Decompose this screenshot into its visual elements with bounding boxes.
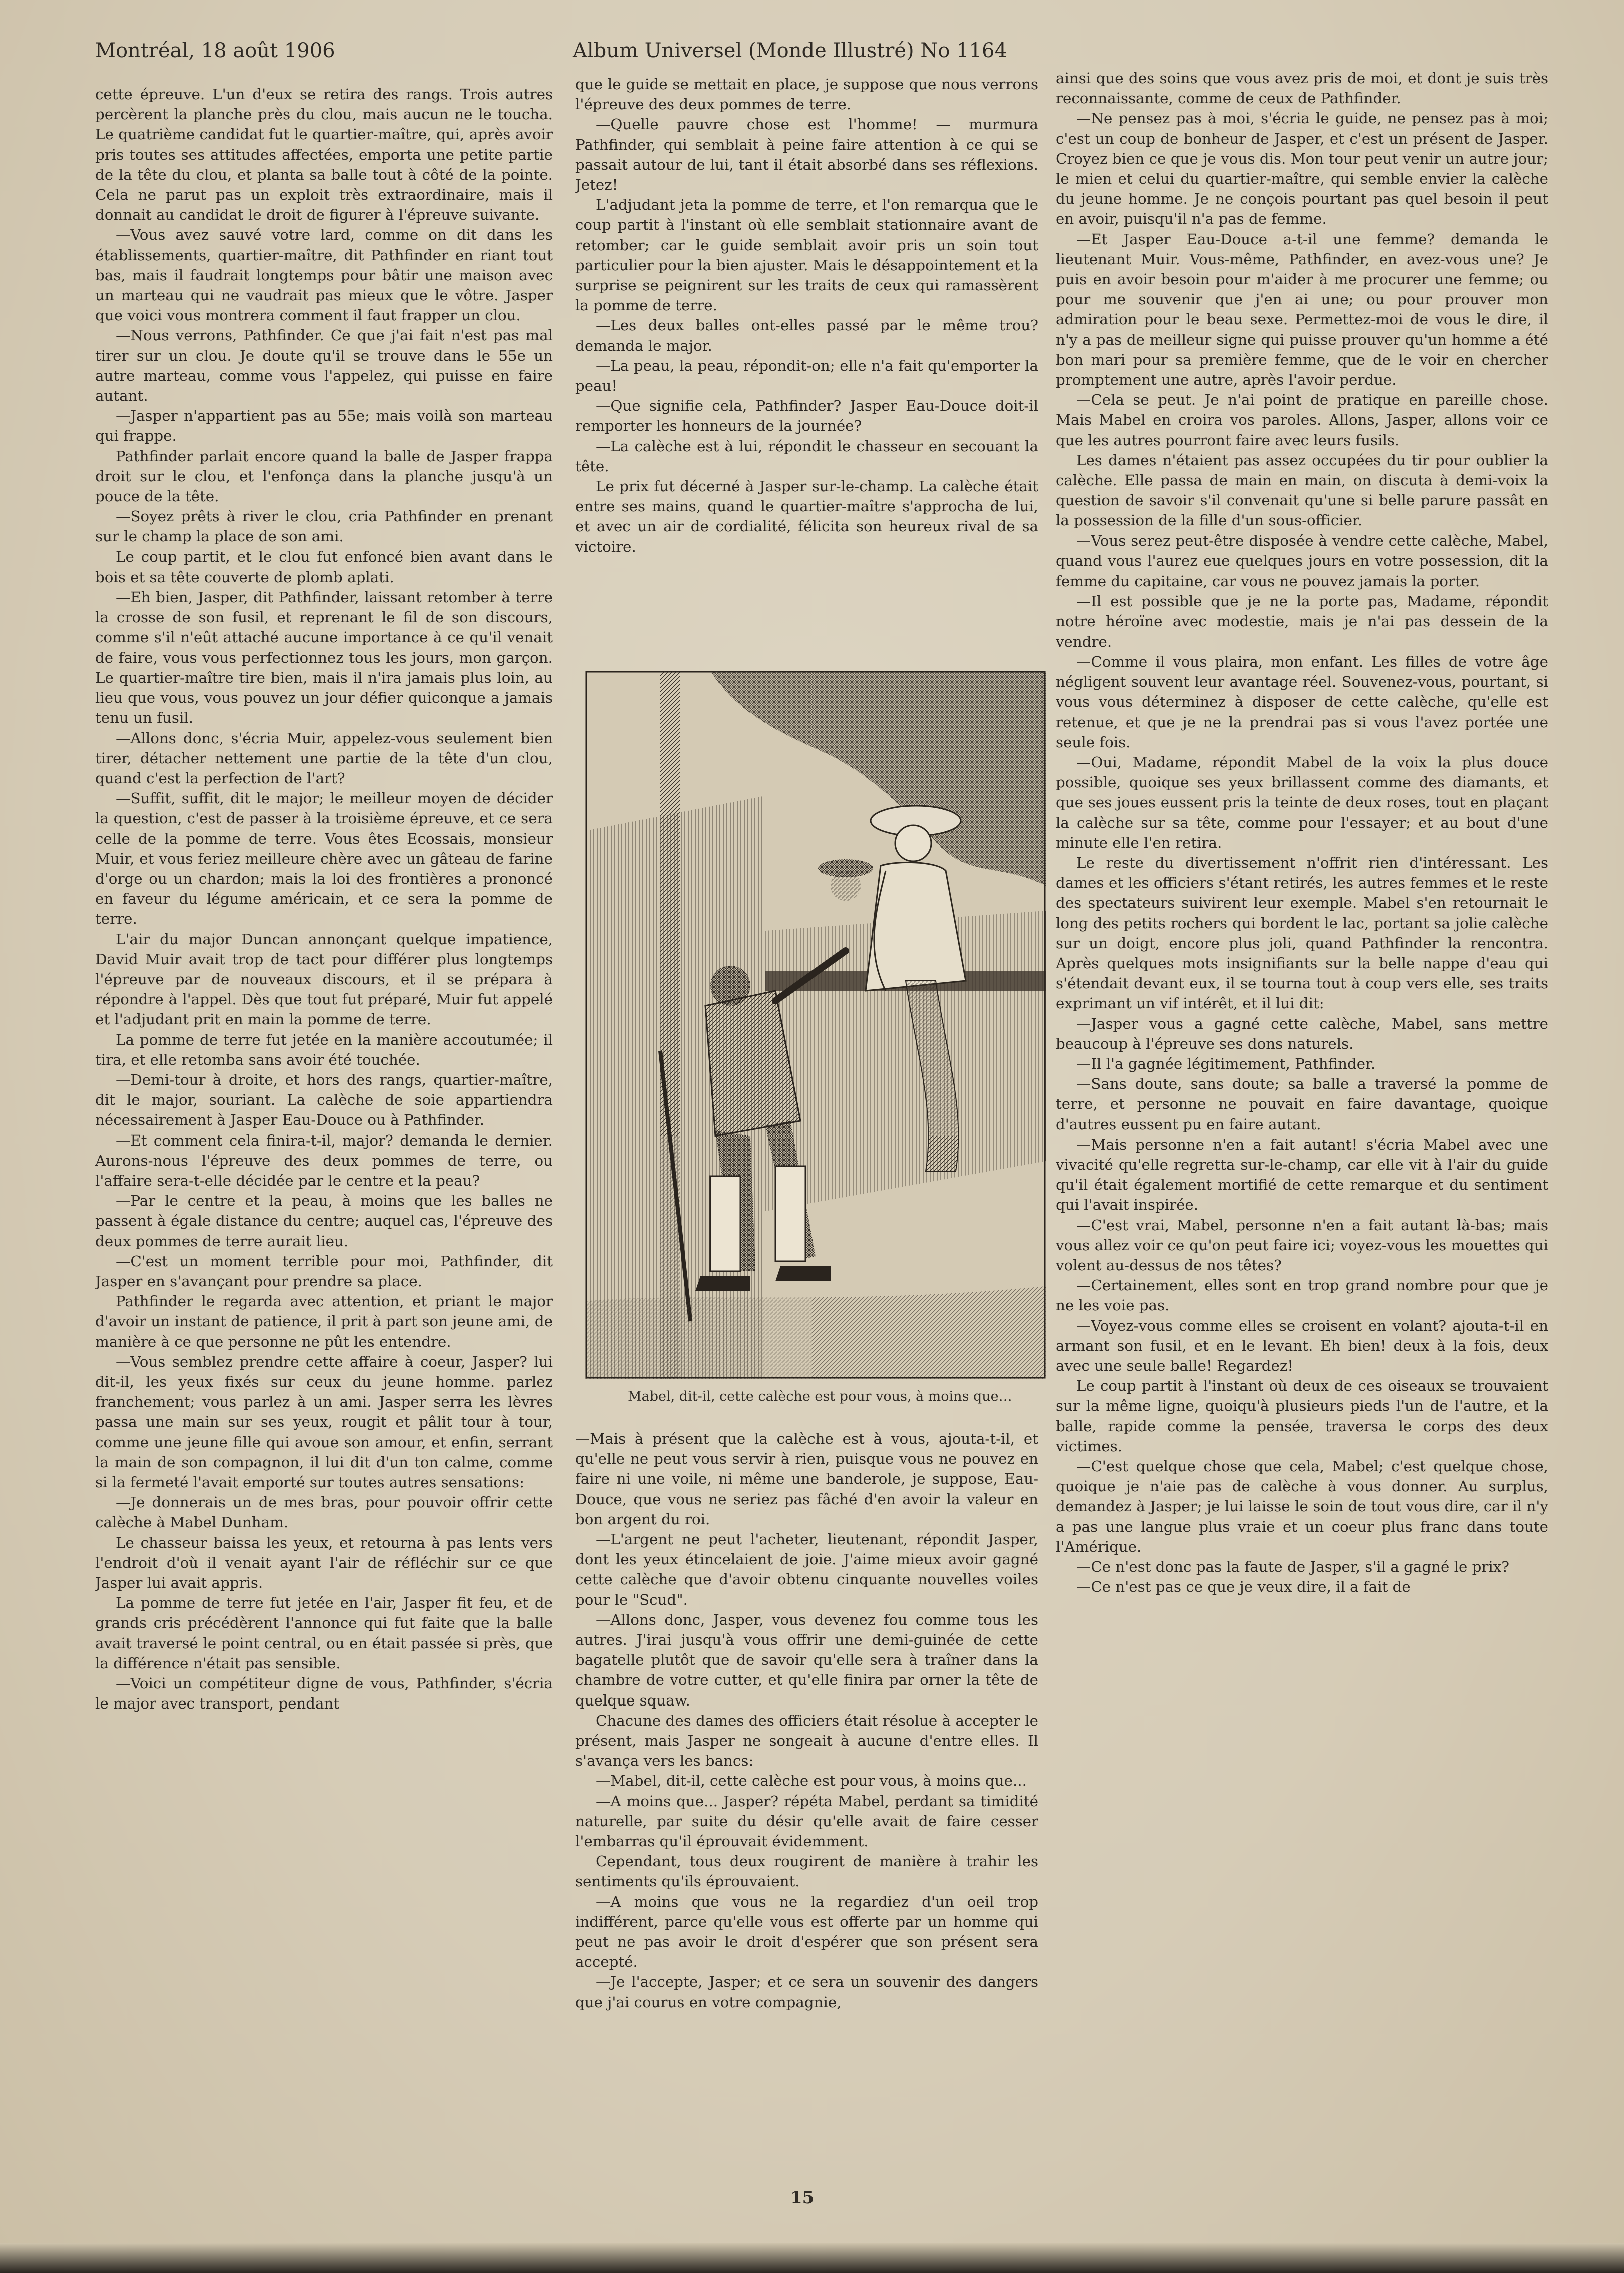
paragraph: Le coup partit à l'instant où deux de ces oiseaux se trouvaient sur la même ligne, quoiqu'à plusieurs pieds l'un de l'autre, et la balle, rapide comme la pensée, traversa le corps des deux victimes. [1056,1377,1548,1455]
paragraph: —Je l'accepte, Jasper; et ce sera un souvenir des dangers que j'ai courus en votre compagnie, [575,1973,1038,2011]
paragraph: —Il est possible que je ne la porte pas, Madame, répondit notre héroïne avec modestie, mais je n'ai pas dessein de la vendre. [1056,593,1548,650]
paragraph: —C'est quelque chose que cela, Mabel; c'est quelque chose, quoique je n'aie pas de calèche à vous donner. Au surplus, demandez à Jasper; je lui laisse le soin de tout vous dire, car il n'y a pas une langue plus vraie et un coeur plus franc dans toute l'Amérique. [1056,1458,1548,1555]
paragraph: —Cela se peut. Je n'ai point de pratique en pareille chose. Mais Mabel en croira vos paroles. Allons, Jasper, allons voir ce que les autres pourront faire avec leurs fusils. [1056,391,1548,449]
engraving-illustration [585,671,1046,1379]
text-column-left [95,84,553,2196]
paragraph: —Vous avez sauvé votre lard, comme on dit dans les établissements, quartier-maître, dit Pathfinder en riant tout bas, mais il faudrait longtemps pour bâtir une maison avec un marteau qui ne vaudrait pas mieux que le vôtre. Jasper que voici vous montrera comment il faut frapper un clou. [95,226,553,324]
paragraph: ainsi que des soins que vous avez pris de moi, et dont je suis très reconnaissante, comme de ceux de Pathfinder. [1056,70,1548,107]
paragraph: —La calèche est à lui, répondit le chasseur en secouant la tête. [575,437,1038,475]
paragraph: Le coup partit, et le clou fut enfoncé bien avant dans le bois et sa tête couverte de plomb aplati. [95,548,553,586]
paragraph: —Ce n'est pas ce que je veux dire, il a fait de [1076,1578,1411,1596]
paragraph: —Comme il vous plaira, mon enfant. Les filles de votre âge négligent souvent leur avantage réel. Souvenez-vous, pourtant, si vous vous déterminez à disposer de cette calèche, qu'elle est retenue, et que je ne la prendrai pas si vous l'avez portée une seule fois. [1056,653,1548,751]
paragraph: —Jasper vous a gagné cette calèche, Mabel, sans mettre beaucoup à l'épreuve ses dons naturels. [1056,1015,1548,1052]
paragraph: —Jasper n'appartient pas au 55e; mais voilà son marteau qui frappe. [95,407,553,445]
paragraph: —Demi-tour à droite, et hors des rangs, quartier-maître, dit le major, souriant. La calèche de soie appartiendra nécessairement à Jasper Eau-Douce ou à Pathfinder. [95,1071,553,1129]
paragraph: —Par le centre et la peau, à moins que les balles ne passent à égale distance du centre; auquel cas, l'épreuve des deux pommes de terre aurait lieu. [95,1192,553,1250]
paragraph: —Les deux balles ont-elles passé par le même trou? demanda le major. [575,317,1038,354]
header-dateline: Montréal, 18 août 1906 [95,39,335,62]
paragraph: —Mais à présent que la calèche est à vous, ajouta-t-il, et qu'elle ne peut vous servir à rien, puisque vous ne pouvez en faire ni une voile, ni même une banderole, je suppose, Eau-Douce, que vous ne seriez pas fâché d'en avoir la valeur en bon argent du roi. [575,1430,1038,1528]
header-publication: Album Universel (Monde Illustré) No 1164 [573,39,1007,62]
paragraph: —Quelle pauvre chose est l'homme! — murmura Pathfinder, qui semblait à peine faire attention à ce qui se passait autour de lui, tant il était absorbé dans ses réflexions. Jetez! [575,116,1038,194]
paragraph: —Suffit, suffit, dit le major; le meilleur moyen de décider la question, c'est de passer à la troisième épreuve, et ce sera celle de la pomme de terre. Vous êtes Ecossais, monsieur Muir, et vous feriez meilleure chère avec un gâteau de farine d'orge ou un chardon; mais la loi des frontières a prononcé en faveur du légume américain, et ce sera la pomme de terre. [95,790,553,928]
paragraph: —Mabel, dit-il, cette calèche est pour vous, à moins que... [596,1772,1027,1790]
paragraph: —A moins que vous ne la regardiez d'un oeil trop indifférent, parce qu'elle vous est offerte par un homme qui peut ne pas avoir le droit d'espérer que son présent sera accepté. [575,1893,1038,1971]
paragraph: —Nous verrons, Pathfinder. Ce que j'ai fait n'est pas mal tirer sur un clou. Je doute qu'il se trouve dans le 55e un autre marteau, comme vous l'appelez, qui puisse en faire autant. [95,327,553,405]
paragraph: —Que signifie cela, Pathfinder? Jasper Eau-Douce doit-il remporter les honneurs de la journée? [575,397,1038,435]
paragraph: —Voyez-vous comme elles se croisent en volant? ajouta-t-il en armant son fusil, et en le levant. Eh bien! deux à la fois, deux avec une seule balle! Regardez! [1056,1317,1548,1374]
paragraph: Le chasseur baissa les yeux, et retourna à pas lents vers l'endroit d'où il venait ayant l'air de réfléchir sur ce que Jasper lui avait appris. [95,1534,553,1592]
paragraph: —Oui, Madame, répondit Mabel de la voix la plus douce possible, quoique ses yeux brillassent comme des diamants, et que ses joues eussent pris la teinte de deux roses, tout en plaçant la calèche sur sa tête, comme pour l'essayer; et au bout d'une minute elle l'en retira. [1056,753,1548,851]
paragraph: —Ne pensez pas à moi, s'écria le guide, ne pensez pas à moi; c'est un coup de bonheur de Jasper, et c'est un présent de Jasper. Croyez bien ce que je vous dis. Mon tour peut venir un autre jour; le mien et celui du quartier-maître, qui semble envier la calèche du jeune homme. Je ne conçois pourtant pas quel besoin il peut en avoir, puisqu'il n'a pas de femme. [1056,110,1548,228]
paragraph: que le guide se mettait en place, je suppose que nous verrons l'épreuve des deux pommes de terre. [575,76,1038,113]
paragraph: Chacune des dames des officiers était résolue à accepter le présent, mais Jasper ne songeait à aucune d'entre elles. Il s'avança vers les bancs: [575,1712,1038,1770]
paragraph: Pathfinder le regarda avec attention, et priant le major d'avoir un instant de patience, il prit à part son jeune ami, de manière à ce que personne ne pût les entendre. [95,1293,553,1350]
paragraph: —Allons donc, Jasper, vous devenez fou comme tous les autres. J'irai jusqu'à vous offrir une demi-guinée de cette bagatelle plutôt que de savoir qu'elle sera à traîner dans la chambre de votre cutter, et qu'elle finira par orner la tête de quelque squaw. [575,1611,1038,1709]
paragraph: —Soyez prêts à river le clou, cria Pathfinder en prenant sur le champ la place de son ami. [95,508,553,545]
paragraph: —Vous semblez prendre cette affaire à coeur, Jasper? lui dit-il, les yeux fixés sur ceux du jeune homme. parlez franchement; vous parlez à un ami. Jasper serra les lèvres passa une main sur ses yeux, rougit et pâlit tour à tour, comme une jeune fille qui avoue son amour, et enfin, serrant la main de son compagnon, il lui dit d'un ton calme, comme si la fermeté l'avait emporté sur toutes autres sensations: [95,1353,553,1491]
paragraph: —Il l'a gagnée légitimement, Pathfinder. [1076,1055,1376,1072]
paragraph: L'air du major Duncan annonçant quelque impatience, David Muir avait trop de tact pour différer plus longtemps l'épreuve par de nouveaux discours, et il se prépara à répondre à l'appel. Dès que tout fut préparé, Muir fut appelé et l'adjudant prit en main la pomme de terre. [95,930,553,1028]
text-column-right [1056,68,1548,2185]
text-column-middle-bottom [575,1429,1038,2174]
paragraph: —Allons donc, s'écria Muir, appelez-vous seulement bien tirer, détacher nettement une partie de la tête d'un clou, quand c'est la perfection de l'art? [95,729,553,787]
paragraph: —A moins que... Jasper? répéta Mabel, perdant sa timidité naturelle, par suite du désir qu'elle avait de faire cesser l'embarras qu'il éprouvait évidemment. [575,1792,1038,1850]
paragraph: —Sans doute, sans doute; sa balle a traversé la pomme de terre, et personne ne pouvait en faire davantage, quoique d'autres eussent pu en faire autant. [1056,1075,1548,1133]
paragraph: —Certainement, elles sont en trop grand nombre pour que je ne les voie pas. [1056,1277,1548,1314]
paragraph: —Voici un compétiteur digne de vous, Pathfinder, s'écria le major avec transport, pendant [95,1675,553,1713]
paragraph: —C'est un moment terrible pour moi, Pathfinder, dit Jasper en s'avançant pour prendre sa place. [95,1252,553,1290]
paragraph: —L'argent ne peut l'acheter, lieutenant, répondit Jasper, dont les yeux étincelaient de joie. J'aime mieux avoir gagné cette calèche que d'avoir obtenu cinquante nouvelles voiles pour le "Scud". [575,1531,1038,1608]
paragraph: Les dames n'étaient pas assez occupées du tir pour oublier la calèche. Elle passa de main en main, on discuta à demi-voix la question de savoir s'il convenait qu'une si belle parure passât en la possession de la fille d'un sous-officier. [1056,451,1548,529]
paragraph: —Mais personne n'en a fait autant! s'écria Mabel avec une vivacité qu'elle regretta sur-le-champ, car elle vit à l'air du guide qu'il était également mortifié de cette remarque et du sentiment qui l'avait inspirée. [1056,1135,1548,1214]
paragraph: —Je donnerais un de mes bras, pour pouvoir offrir cette calèche à Mabel Dunham. [95,1494,553,1531]
paragraph: La pomme de terre fut jetée en l'air, Jasper fit feu, et de grands cris précédèrent l'annonce qui fut faite que la balle avait traversé le point central, ou en était passée si près, que la différence n'était pas sensible. [95,1594,553,1672]
paragraph: Cependant, tous deux rougirent de manière à trahir les sentiments qu'ils éprouvaient. [575,1853,1038,1890]
paragraph: La pomme de terre fut jetée en la manière accoutumée; il tira, et elle retomba sans avoir été touchée. [95,1031,553,1068]
paragraph: —Et Jasper Eau-Douce a-t-il une femme? demanda le lieutenant Muir. Vous-même, Pathfinder, en avez-vous une? Je puis en avoir besoin pour m'aider à me procurer une femme; ou pour me souvenir que j'en ai une; ou pour prouver mon admiration pour le beau sexe. Permettez-moi de vous le dire, il n'y a pas de meilleur signe qui puisse prouver qu'un homme a été bon mari pour sa première femme, que de le voir en chercher promptement une autre, après l'avoir perdue. [1056,230,1548,389]
paragraph: Le reste du divertissement n'offrit rien d'intéressant. Les dames et les officiers s'étant retirés, les autres femmes et le reste des spectateurs suivirent leur exemple. Mabel s'en retournait le long des petits rochers qui bordent le lac, portant sa jolie calèche sur un doigt, encore plus joli, quand Pathfinder la rencontra. Après quelques mots insignifiants sur la belle nappe d'eau qui s'étendait devant eux, il se tourna tout à coup vers elle, ses traits exprimant un vif intérêt, et il lui dit: [1056,854,1548,1012]
illustration-caption: Mabel, dit-il, cette calèche est pour vous, à moins que… [628,1389,1012,1404]
paragraph: —Eh bien, Jasper, dit Pathfinder, laissant retomber à terre la crosse de son fusil, et reprenant le fil de son discours, comme s'il n'eût attaché aucune importance à ce qu'il venait de faire, vous vous perfectionnez tous les jours, mon garçon. Le quartier-maître tire bien, mais il n'ira jamais plus loin, au lieu que vous, vous pouvez un jour défier quiconque a jamais tenu un fusil. [95,589,553,727]
text-column-middle-top [575,74,1038,665]
paragraph: —Et comment cela finira-t-il, major? demanda le dernier. Aurons-nous l'épreuve des deux pommes de terre, ou l'affaire sera-t-elle décidée par le centre et la peau? [95,1131,553,1189]
paragraph: Le prix fut décerné à Jasper sur-le-champ. La calèche était entre ses mains, quand le quartier-maître s'approcha de lui, et avec un air de cordialité, félicita son heureux rival de sa victoire. [575,478,1038,555]
paragraph: Pathfinder parlait encore quand la balle de Jasper frappa droit sur le clou, et l'enfonça dans la planche jusqu'à un pouce de la tête. [95,447,553,505]
paragraph: cette épreuve. L'un d'eux se retira des rangs. Trois autres percèrent la planche près du clou, mais aucun ne le toucha. Le quatrième candidat fut le quartier-maître, qui, après avoir pris toutes ses attitudes affectées, emporta une petite partie de la tête du clou, et planta sa balle tout à côté de la pointe. Cela ne parut pas un exploit très extraordinaire, mais il donnait au candidat le droit de figurer à l'épreuve suivante. [95,86,553,224]
page-bottom-edge [0,2243,1624,2273]
paragraph: —Ce n'est donc pas la faute de Jasper, s'il a gagné le prix? [1076,1558,1510,1576]
paragraph: L'adjudant jeta la pomme de terre, et l'on remarqua que le coup partit à l'instant où elle semblait stationnaire avant de retomber; car le guide semblait avoir pris un soin tout particulier pour la bien ajuster. Mais le désappointement et la surprise se peignirent sur les traits de ceux qui ramassèrent la pomme de terre. [575,196,1038,314]
paragraph: —La peau, la peau, répondit-on; elle n'a fait qu'emporter la peau! [575,357,1038,395]
page-number: 15 [790,2188,815,2208]
paragraph: —C'est vrai, Mabel, personne n'en a fait autant là-bas; mais vous allez voir ce qu'on peut faire ici; voyez-vous les mouettes qui volent au-dessus de nos têtes? [1056,1216,1548,1274]
paragraph: —Vous serez peut-être disposée à vendre cette calèche, Mabel, quand vous l'aurez eue quelques jours en votre possession, dit la femme du capitaine, car vous ne pouvez jamais la porter. [1056,532,1548,590]
